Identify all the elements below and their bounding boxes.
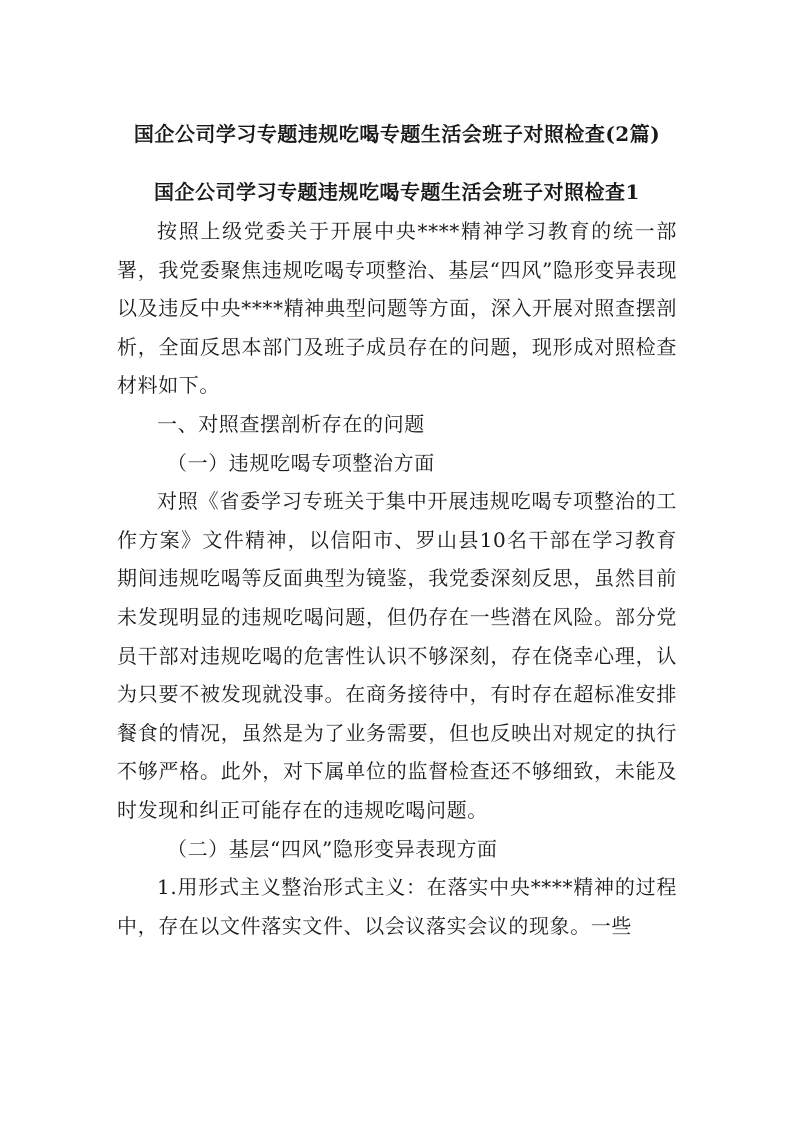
document-subtitle: 国企公司学习专题违规吃喝专题生活会班子对照检查1 (154, 180, 640, 204)
subsection-heading-2: （二）基层“四风”隐形变异表现方面 (167, 836, 498, 861)
body-paragraph-2: 1.用形式主义整治形式主义：在落实中央****精神的过程中，存在以文件落实文件、以会议落实会议的现象。一些 (117, 875, 677, 938)
subsection-heading-1: （一）违规吃喝专项整治方面 (167, 450, 435, 475)
document-page (117, 116, 677, 945)
intro-paragraph: 按照上级党委关于开展中央****精神学习教育的统一部署，我党委聚焦违规吃喝专项整治、基层“四风”隐形变异表现以及违反中央****精神典型问题等方面，深入开展对照查摆剖析，全面反思本部门及班子成员存在的问题，现形成对照检查材料如下。 (117, 219, 677, 398)
document-title: 国企公司学习专题违规吃喝专题生活会班子对照检查(2篇) (133, 122, 661, 146)
body-paragraph-1: 对照《省委学习专班关于集中开展违规吃喝专项整治的工作方案》文件精神，以信阳市、罗山县10名干部在学习教育期间违规吃喝等反面典型为镜鉴，我党委深刻反思，虽然目前未发现明显的违规吃喝问题，但仍存在一些潜在风险。部分党员干部对违规吃喝的危害性认识不够深刻，存在侥幸心理，认为只要不被发现就没事。在商务接待中，有时存在超标准安排餐食的情况，虽然是为了业务需要，但也反映出对规定的执行不够严格。此外，对下属单位的监督检查还不够细致，未能及时发现和纠正可能存在的违规吃喝问题。 (117, 489, 677, 822)
section-heading-1: 一、对照查摆剖析存在的问题 (157, 411, 425, 436)
